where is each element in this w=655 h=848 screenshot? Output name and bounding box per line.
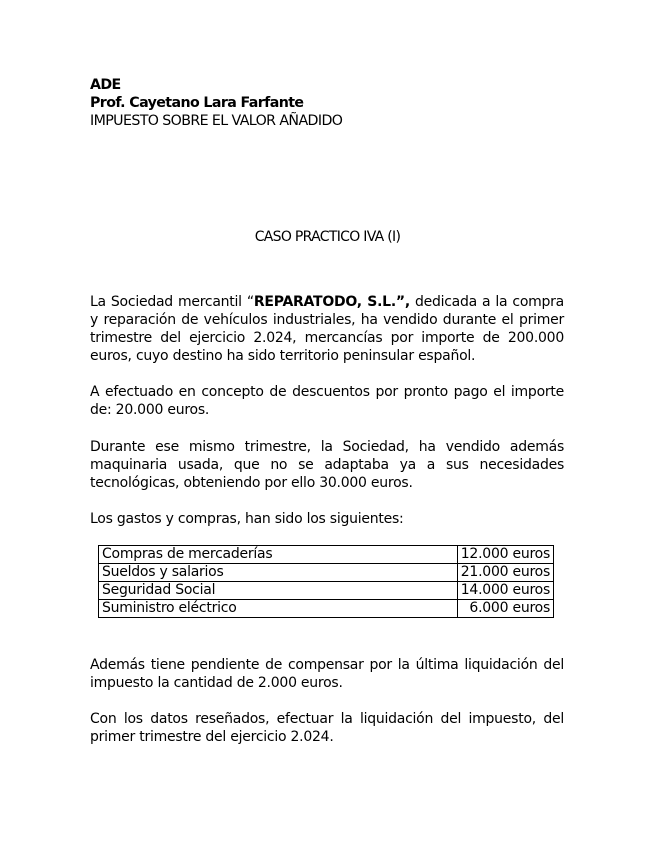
expenses-table [98, 545, 554, 618]
topic-title: IMPUESTO SOBRE EL VALOR AÑADIDO [90, 113, 343, 129]
expense-concept: Compras de mercaderías [99, 546, 458, 564]
paragraph-task: Con los datos reseñados, efectuar la liquidación del impuesto, del primer trimestre del ejercicio 2.024. [90, 711, 564, 745]
table-row [99, 546, 554, 564]
expense-amount: 12.000 euros [457, 546, 553, 564]
expense-concept: Seguridad Social [99, 582, 458, 600]
paragraph-pending-compensation: Además tiene pendiente de compensar por la última liquidación del impuesto la cantidad de 2.000 euros. [90, 657, 564, 691]
expense-concept: Sueldos y salarios [99, 564, 458, 582]
subject-label: ADE [90, 77, 121, 93]
expense-amount: 6.000 euros [457, 600, 553, 618]
document-header [90, 76, 342, 130]
intro-text-end: dedicada a la compra y reparación de vehículos industriales, ha vendido durante el primer trimestre del ejercicio 2.024, mercancías por importe de 200.000 euros, cuyo destino ha sido territorio peninsular español. [90, 294, 565, 364]
table-row [99, 600, 554, 618]
table-row [99, 582, 554, 600]
intro-text-start: La Sociedad mercantil “ [90, 294, 254, 310]
table-row [99, 564, 554, 582]
paragraph-discounts: A efectuado en concepto de descuentos por pronto pago el importe de: 20.000 euros. [90, 384, 564, 418]
expense-amount: 21.000 euros [457, 564, 553, 582]
paragraph-intro [90, 293, 564, 365]
paragraph-machinery: Durante ese mismo trimestre, la Sociedad, ha vendido además maquinaria usada, que no se adaptaba ya a sus necesidades tecnológicas, obteniendo por ello 30.000 euros. [90, 439, 564, 491]
expense-amount: 14.000 euros [457, 582, 553, 600]
company-name: REPARATODO, S.L.”, [253, 294, 410, 310]
paragraph-expenses-intro: Los gastos y compras, han sido los siguientes: [90, 511, 404, 527]
professor-name: Prof. Cayetano Lara Farfante [90, 95, 304, 111]
case-title: CASO PRACTICO IVA (I) [254, 229, 401, 245]
expense-concept: Suministro eléctrico [99, 600, 458, 618]
